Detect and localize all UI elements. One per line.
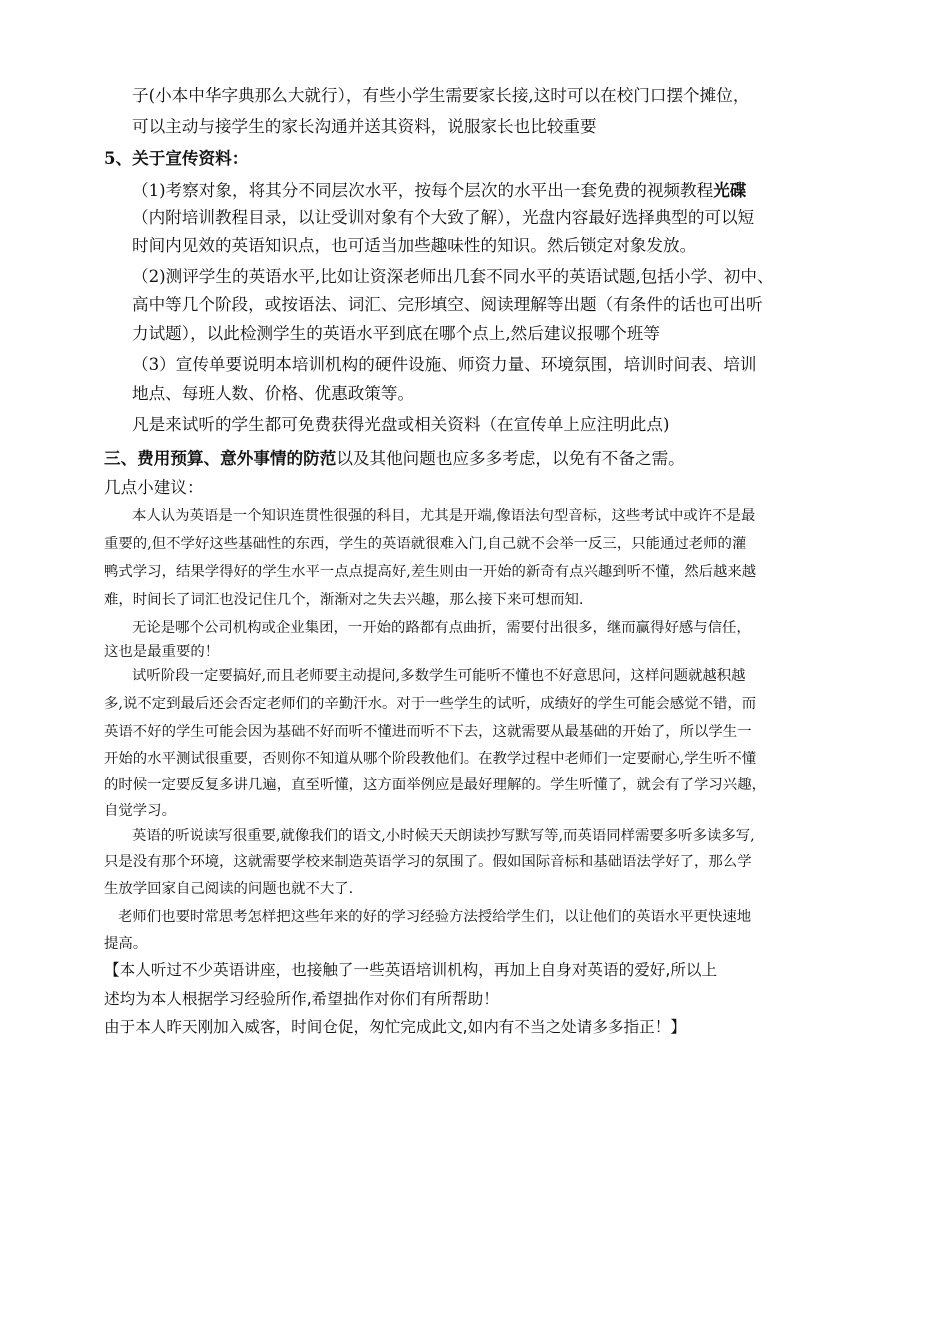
item-2-line-2: 高中等几个阶段，或按语法、词汇、完形填空、阅读理解等出题（有条件的话也可出听 [132, 295, 763, 314]
tips-para-4-line-3: 生放学回家自己阅读的问题也就不大了. [104, 881, 354, 897]
tips-para-2-line-1: 无论是哪个公司机构或企业集团，一开始的路都有点曲折，需要付出很多，继而赢得好感与信任， [132, 620, 751, 636]
item-2-line-1: （2)测评学生的英语水平,比如让资深老师出几套不同水平的英语试题,包括小学、初中、 [132, 267, 774, 286]
tips-para-1-line-3: 鸭式学习，结果学得好的学生水平一点点提高好,差生则由一开始的新奇有点兴趣到听不懂，然后越来越 [104, 564, 757, 580]
tips-heading: 几点小建议： [104, 478, 204, 497]
tips-para-5-line-1: 老师们也要时常思考怎样把这些年来的好的学习经验方法授给学生们，以让他们的英语水平更快速地 [118, 909, 752, 925]
item-3-line-2: 地点、每班人数、价格、优惠政策等。 [132, 384, 415, 403]
tips-para-4-line-1: 英语的听说读写很重要,就像我们的语文,小时候天天朗读抄写默写等,而英语同样需要多听多读多写, [132, 828, 755, 844]
intro-line-1: 子(小本中华字典那么大就行），有些小学生需要家长接,这时可以在校门口摆个摊位， [132, 86, 750, 105]
tips-para-4-line-2: 只是没有那个环境，这就需要学校来制造英语学习的氛围了。假如国际音标和基础语法学好了，那么学 [104, 854, 752, 870]
tips-para-3-line-4: 开始的水平测试很重要，否则你不知道从哪个阶段教他们。在教学过程中老师们一定要耐心,学生听不懂 [104, 751, 757, 767]
tips-para-3-line-1: 试听阶段一定要搞好,而且老师要主动提问,多数学生可能听不懂也不好意思问，这样问题就越积越 [132, 668, 746, 684]
section-3-heading: 三、费用预算、意外事情的防范以及其他问题也应多多考虑，以免有不备之需。 [104, 448, 685, 468]
intro-line-2: 可以主动与接学生的家长沟通并送其资料，说服家长也比较重要 [132, 117, 597, 136]
free-material-note: 凡是来试听的学生都可免费获得光盘或相关资料（在宣传单上应注明此点) [132, 415, 670, 434]
tips-para-2-line-2: 这也是最重要的！ [104, 644, 220, 660]
closing-line-3: 由于本人昨天刚加入威客，时间仓促，匆忙完成此文,如内有不当之处请多多指正！】 [104, 1018, 686, 1036]
tips-para-3-line-5: 的时候一定要反复多讲几遍，直至听懂，这方面举例应是最好理解的。学生听懂了，就会有了学习兴趣， [104, 777, 766, 793]
closing-line-1: 【本人听过不少英语讲座，也接触了一些英语培训机构，再加上自身对英语的爱好,所以上 [104, 961, 718, 979]
item-2-line-3: 力试题），以此检测学生的英语水平到底在哪个点上,然后建议报哪个班等 [132, 324, 660, 343]
tips-para-1-line-4: 难，时间长了词汇也没记住几个，渐渐对之失去兴趣，那么接下来可想而知. [104, 592, 584, 608]
tips-para-5-line-2: 提高。 [104, 936, 148, 952]
item-1-line-1: （1)考察对象，将其分不同层次水平，按每个层次的水平出一套免费的视频教程光碟 [132, 180, 747, 200]
section-5-heading: 5、关于宣传资料： [104, 148, 249, 168]
tips-para-1-line-1: 本人认为英语是一个知识连贯性很强的科目，尤其是开端,像语法句型音标，这些考试中或许不是最 [132, 508, 756, 524]
item-1-line-3: 时间内见效的英语知识点，也可适当加些趣味性的知识。然后锁定对象发放。 [132, 236, 697, 255]
closing-line-2: 述均为本人根据学习经验所作,希望拙作对你们有所帮助！ [104, 990, 499, 1008]
item-1-line-2: （内附培训教程目录，以让受训对象有个大致了解），光盘内容最好选择典型的可以短 [132, 208, 755, 227]
tips-para-3-line-2: 多,说不定到最后还会否定老师们的辛勤汗水。对于一些学生的试听，成绩好的学生可能会感觉不错，而 [104, 696, 757, 712]
tips-para-3-line-6: 自觉学习。 [104, 803, 176, 819]
tips-para-3-line-3: 英语不好的学生可能会因为基础不好而听不懂进而听不下去，这就需要从最基础的开始了，所以学生一 [104, 724, 752, 740]
item-1-emphasis: 光碟 [713, 180, 747, 200]
item-3-line-1: （3）宣传单要说明本培训机构的硬件设施、师资力量、环境氛围，培训时间表、培训 [132, 355, 757, 374]
tips-para-1-line-2: 重要的,但不学好这些基础性的东西，学生的英语就很难入门,自己就不会举一反三，只能通过老师的灌 [104, 536, 747, 552]
